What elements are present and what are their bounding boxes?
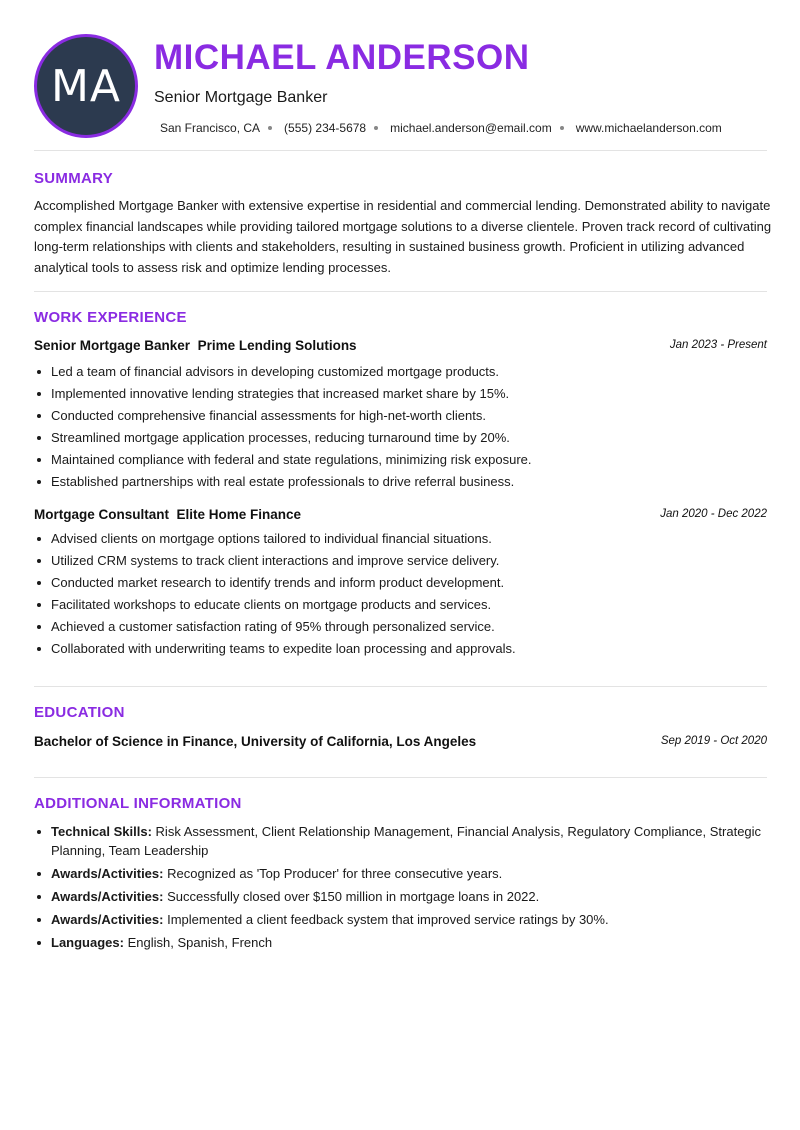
list-item — [34, 933, 767, 952]
summary-text: Accomplished Mortgage Banker with extensive expertise in residential and commercial lending. Demonstrated ability to navigate complex financial landscapes while providing tailored mortgage solutions to a diverse clientele. Proven track record of cultivating long-term relationships with clients and stakeholders, resulting in sustained business growth. Proficient in utilizing advanced analytical tools to assess risk and optimize lending processes. — [34, 198, 772, 275]
job-title: Senior Mortgage Banker — [34, 338, 191, 353]
separator-dot — [374, 126, 378, 130]
list-item: Conducted comprehensive financial assessments for high-net-worth clients. — [34, 407, 767, 429]
avatar — [34, 34, 138, 138]
job-title: Mortgage Consultant — [34, 507, 169, 522]
separator-dot — [268, 126, 272, 130]
resume-header — [34, 34, 767, 138]
additional-heading: ADDITIONAL INFORMATION — [34, 795, 242, 812]
list-item — [34, 887, 767, 906]
avatar-initials: MA — [50, 60, 122, 112]
info-text: English, Spanish, French — [127, 935, 273, 950]
experience-heading: WORK EXPERIENCE — [34, 309, 187, 326]
info-text: Recognized as 'Top Producer' for three consecutive years. — [167, 866, 503, 881]
divider — [34, 777, 767, 778]
education-entry — [34, 734, 767, 749]
list-item — [34, 864, 767, 883]
list-item — [34, 910, 767, 929]
job-bullets — [34, 363, 767, 495]
contact-website[interactable]: www.michaelanderson.com — [575, 121, 722, 135]
separator-dot — [560, 126, 564, 130]
divider — [34, 291, 767, 292]
list-item: Facilitated workshops to educate clients on mortgage products and services. — [34, 596, 767, 618]
candidate-name: MICHAEL ANDERSON — [154, 38, 530, 77]
info-label: Awards/Activities: — [51, 912, 164, 927]
education-dates: Sep 2019 - Oct 2020 — [660, 735, 767, 747]
info-label: Awards/Activities: — [51, 889, 164, 904]
list-item: Led a team of financial advisors in developing customized mortgage products. — [34, 363, 767, 385]
info-text: Implemented a client feedback system that improved service ratings by 30%. — [167, 912, 609, 927]
list-item: Collaborated with underwriting teams to expedite loan processing and approvals. — [34, 640, 767, 662]
list-item — [34, 822, 767, 860]
list-item: Maintained compliance with federal and state regulations, minimizing risk exposure. — [34, 451, 767, 473]
additional-list — [34, 822, 767, 956]
divider — [34, 686, 767, 687]
education-degree: Bachelor of Science in Finance, University of California, Los Angeles — [34, 734, 477, 749]
contact-phone[interactable]: (555) 234-5678 — [284, 121, 367, 135]
info-label: Awards/Activities: — [51, 866, 164, 881]
contact-location: San Francisco, CA — [160, 121, 261, 135]
job-bullets — [34, 530, 767, 662]
info-text: Risk Assessment, Client Relationship Management, Financial Analysis, Regulatory Compliance, Strategic Planning, Team Leadership — [51, 824, 762, 858]
info-text: Successfully closed over $150 million in mortgage loans in 2022. — [167, 889, 540, 904]
candidate-title: Senior Mortgage Banker — [154, 89, 328, 106]
info-label: Technical Skills: — [51, 824, 152, 839]
job-company: Elite Home Finance — [176, 507, 302, 522]
list-item: Utilized CRM systems to track client interactions and improve service delivery. — [34, 552, 767, 574]
list-item: Advised clients on mortgage options tailored to individual financial situations. — [34, 530, 767, 552]
list-item: Conducted market research to identify trends and inform product development. — [34, 574, 767, 596]
divider — [34, 150, 767, 151]
list-item: Achieved a customer satisfaction rating of 95% through personalized service. — [34, 618, 767, 640]
job-dates: Jan 2020 - Dec 2022 — [660, 508, 767, 520]
summary-heading: SUMMARY — [34, 170, 114, 187]
list-item: Established partnerships with real estate professionals to drive referral business. — [34, 473, 767, 495]
job-header — [34, 507, 767, 522]
info-label: Languages: — [51, 935, 124, 950]
job-dates: Jan 2023 - Present — [669, 339, 767, 351]
contact-line — [160, 121, 722, 135]
list-item: Implemented innovative lending strategies that increased market share by 15%. — [34, 385, 767, 407]
list-item: Streamlined mortgage application processes, reducing turnaround time by 20%. — [34, 429, 767, 451]
job-company: Prime Lending Solutions — [197, 338, 357, 353]
contact-email[interactable]: michael.anderson@email.com — [390, 121, 552, 135]
education-heading: EDUCATION — [34, 704, 125, 721]
job-header — [34, 338, 767, 353]
